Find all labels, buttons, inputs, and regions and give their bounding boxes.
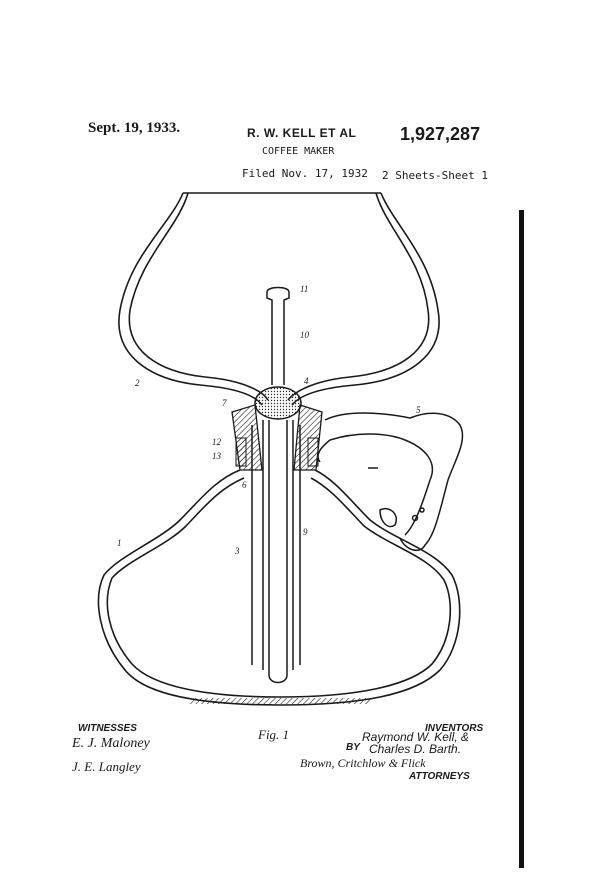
handle: [318, 413, 462, 550]
ref-5: 5: [416, 405, 421, 415]
ref-12: 12: [212, 437, 221, 447]
ref-1: 1: [117, 538, 122, 548]
ref-4: 4: [304, 376, 309, 386]
upper-bowl: [119, 193, 439, 405]
inventor-signature-2: Charles D. Barth.: [369, 742, 462, 756]
ref-3: 3: [235, 546, 240, 556]
witness-signature-1: E. J. Maloney: [72, 736, 150, 751]
ref-7: 7: [222, 398, 227, 408]
attorney-signature: Brown, Critchlow & Flick: [300, 756, 426, 770]
witness-signature-2: J. E. Langley: [72, 759, 141, 774]
ref-9: 9: [303, 527, 308, 537]
filter-element: [255, 387, 301, 419]
attorneys-label: ATTORNEYS: [409, 771, 470, 782]
patent-number: 1,927,287: [400, 124, 481, 144]
ref-6: 6: [242, 480, 247, 490]
central-tube: [252, 288, 300, 683]
sheet-count: 2 Sheets-Sheet 1: [382, 169, 488, 182]
figure-label: Fig. 1: [258, 727, 290, 742]
ref-10: 10: [300, 330, 309, 340]
ref-13: 13: [212, 451, 221, 461]
by-label: BY: [346, 742, 360, 753]
ref-11: 11: [300, 284, 309, 294]
patent-date: Sept. 19, 1933.: [88, 120, 181, 136]
inventor-short-name: R. W. KELL ET AL: [247, 126, 357, 140]
witnesses-label: WITNESSES: [78, 723, 137, 734]
inventor-signature-1: Raymond W. Kell, &: [362, 730, 469, 744]
filed-date: Filed Nov. 17, 1932: [242, 167, 368, 180]
inventors-label: INVENTORS: [425, 723, 484, 734]
lower-bowl: [99, 470, 460, 705]
ref-2: 2: [135, 378, 140, 388]
patent-title: COFFEE MAKER: [262, 146, 335, 157]
